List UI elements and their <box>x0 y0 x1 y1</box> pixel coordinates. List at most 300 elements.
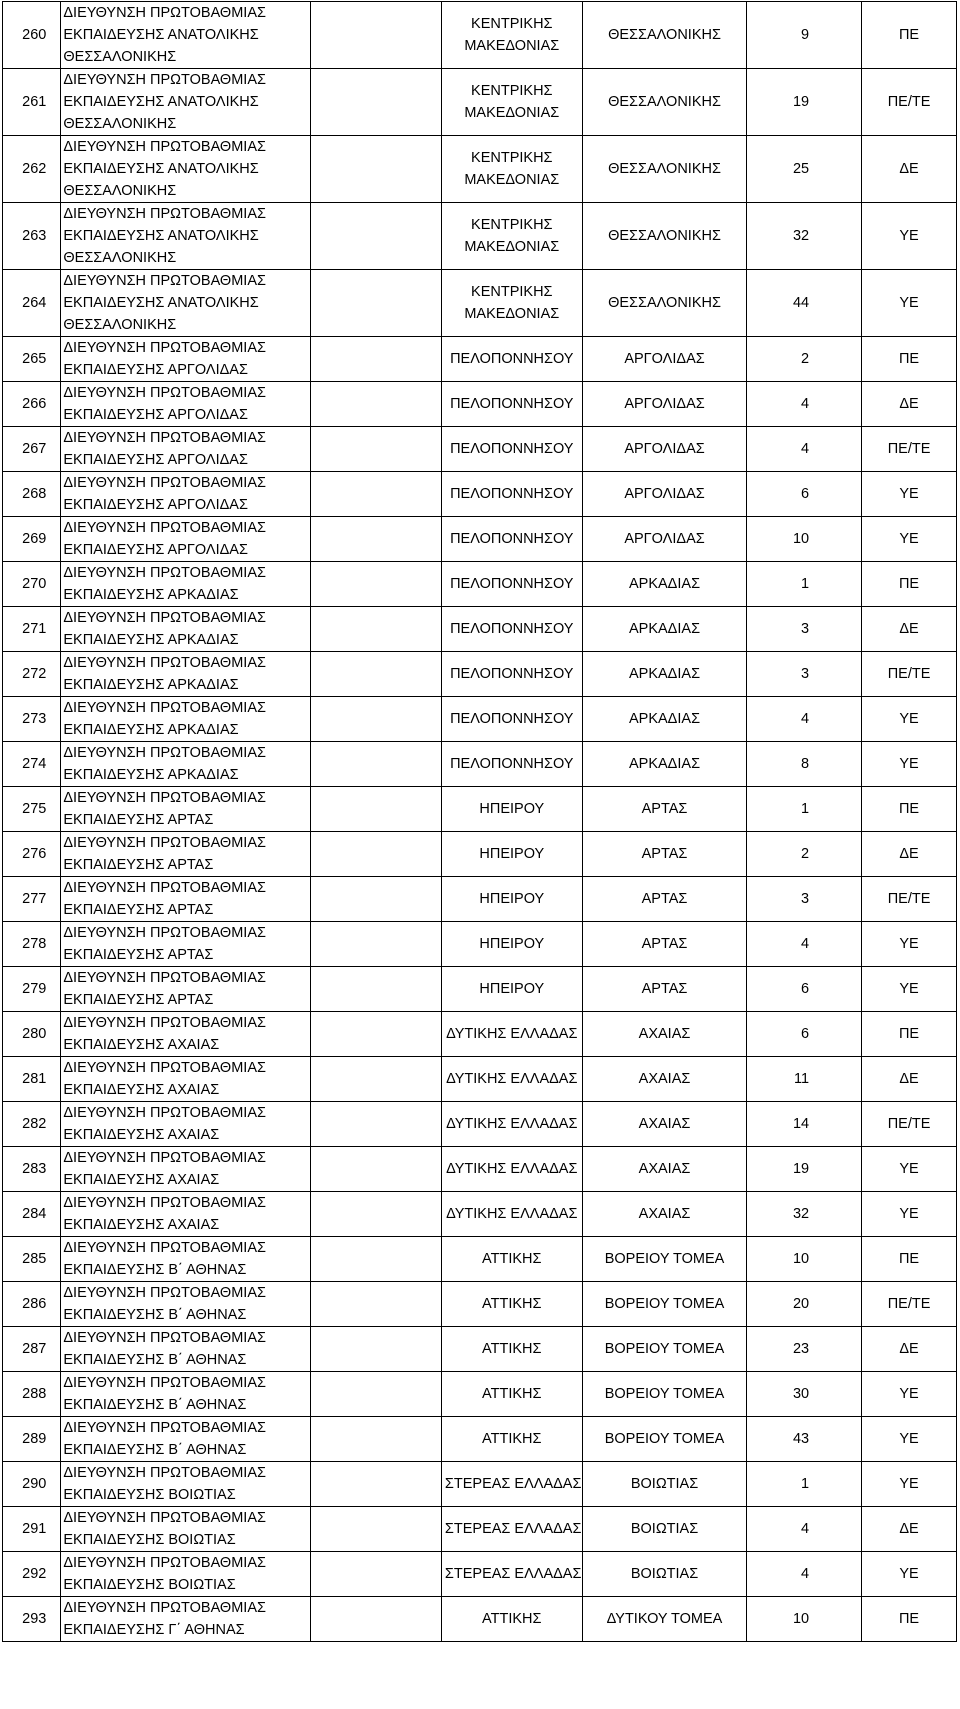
region-cell <box>441 203 582 270</box>
region-line: ΑΤΤΙΚΗΣ <box>482 1611 542 1627</box>
prefecture-cell: ΒΟΙΩΤΙΑΣ <box>582 1462 747 1507</box>
region-line: ΜΑΚΕΔΟΝΙΑΣ <box>464 306 560 322</box>
empty-cell <box>310 1327 441 1372</box>
directorate-cell <box>61 2 310 69</box>
region-line: ΜΑΚΕΔΟΝΙΑΣ <box>464 172 560 188</box>
category-cell: ΠΕ <box>862 1597 957 1642</box>
empty-cell <box>310 652 441 697</box>
empty-cell <box>310 517 441 562</box>
row-number: 269 <box>3 517 61 562</box>
directorate-line: ΔΙΕΥΘΥΝΣΗ ΠΡΩΤΟΒΑΘΜΙΑΣ <box>63 1375 266 1391</box>
directorate-line: ΕΚΠΑΙΔΕΥΣΗΣ ΒΟΙΩΤΙΑΣ <box>63 1487 236 1503</box>
region-cell <box>441 517 582 562</box>
row-number: 287 <box>3 1327 61 1372</box>
region-cell <box>441 1372 582 1417</box>
prefecture-cell: ΑΡΓΟΛΙΔΑΣ <box>582 382 747 427</box>
region-line: ΠΕΛΟΠΟΝΝΗΣΟΥ <box>450 576 574 592</box>
table-row <box>3 69 957 136</box>
table-row <box>3 136 957 203</box>
directorate-cell <box>61 562 310 607</box>
count-cell: 4 <box>747 427 862 472</box>
category-cell: ΠΕ <box>862 337 957 382</box>
prefecture-cell: ΑΡΚΑΔΙΑΣ <box>582 742 747 787</box>
directorate-cell <box>61 1507 310 1552</box>
empty-cell <box>310 337 441 382</box>
row-number: 262 <box>3 136 61 203</box>
region-line: ΑΤΤΙΚΗΣ <box>482 1431 542 1447</box>
category-cell: ΔΕ <box>862 136 957 203</box>
category-cell: ΠΕ <box>862 1237 957 1282</box>
positions-table <box>2 1 957 1642</box>
directorate-line: ΔΙΕΥΘΥΝΣΗ ΠΡΩΤΟΒΑΘΜΙΑΣ <box>63 970 266 986</box>
directorate-line: ΕΚΠΑΙΔΕΥΣΗΣ ΑΝΑΤΟΛΙΚΗΣ <box>63 161 259 177</box>
directorate-line: ΕΚΠΑΙΔΕΥΣΗΣ ΑΧΑΙΑΣ <box>63 1127 220 1143</box>
count-cell: 2 <box>747 337 862 382</box>
region-cell <box>441 922 582 967</box>
region-line: ΔΥΤΙΚΗΣ ΕΛΛΑΔΑΣ <box>446 1116 578 1132</box>
directorate-cell <box>61 877 310 922</box>
count-cell: 19 <box>747 69 862 136</box>
directorate-line: ΕΚΠΑΙΔΕΥΣΗΣ ΑΡΤΑΣ <box>63 947 214 963</box>
region-line: ΠΕΛΟΠΟΝΝΗΣΟΥ <box>450 531 574 547</box>
count-cell: 11 <box>747 1057 862 1102</box>
region-cell <box>441 742 582 787</box>
region-cell <box>441 652 582 697</box>
table-row <box>3 2 957 69</box>
region-line: ΜΑΚΕΔΟΝΙΑΣ <box>464 38 560 54</box>
count-cell: 4 <box>747 1507 862 1552</box>
table-row <box>3 562 957 607</box>
directorate-cell <box>61 1417 310 1462</box>
table-row <box>3 832 957 877</box>
directorate-line: ΘΕΣΣΑΛΟΝΙΚΗΣ <box>63 116 177 132</box>
directorate-line: ΕΚΠΑΙΔΕΥΣΗΣ ΑΧΑΙΑΣ <box>63 1082 220 1098</box>
directorate-line: ΔΙΕΥΘΥΝΣΗ ΠΡΩΤΟΒΑΘΜΙΑΣ <box>63 1510 266 1526</box>
directorate-cell <box>61 1552 310 1597</box>
region-cell <box>441 1507 582 1552</box>
region-line: ΠΕΛΟΠΟΝΝΗΣΟΥ <box>450 441 574 457</box>
category-cell: ΥΕ <box>862 1552 957 1597</box>
empty-cell <box>310 1282 441 1327</box>
directorate-line: ΕΚΠΑΙΔΕΥΣΗΣ ΑΡΚΑΔΙΑΣ <box>63 722 239 738</box>
table-row <box>3 922 957 967</box>
category-cell: ΥΕ <box>862 203 957 270</box>
count-cell: 23 <box>747 1327 862 1372</box>
directorate-cell <box>61 1327 310 1372</box>
row-number: 268 <box>3 472 61 517</box>
directorate-line: ΔΙΕΥΘΥΝΣΗ ΠΡΩΤΟΒΑΘΜΙΑΣ <box>63 1105 266 1121</box>
category-cell: ΠΕ <box>862 562 957 607</box>
directorate-line: ΔΙΕΥΘΥΝΣΗ ΠΡΩΤΟΒΑΘΜΙΑΣ <box>63 880 266 896</box>
row-number: 280 <box>3 1012 61 1057</box>
empty-cell <box>310 832 441 877</box>
count-cell: 6 <box>747 472 862 517</box>
table-row <box>3 1237 957 1282</box>
category-cell: ΔΕ <box>862 1507 957 1552</box>
count-cell: 14 <box>747 1102 862 1147</box>
directorate-line: ΔΙΕΥΘΥΝΣΗ ΠΡΩΤΟΒΑΘΜΙΑΣ <box>63 5 266 21</box>
prefecture-cell: ΑΡΓΟΛΙΔΑΣ <box>582 337 747 382</box>
count-cell: 1 <box>747 562 862 607</box>
prefecture-cell: ΑΧΑΙΑΣ <box>582 1147 747 1192</box>
region-line: ΗΠΕΙΡΟΥ <box>479 981 545 997</box>
region-cell <box>441 136 582 203</box>
table-row <box>3 607 957 652</box>
region-cell <box>441 1282 582 1327</box>
region-line: ΚΕΝΤΡΙΚΗΣ <box>471 16 553 32</box>
count-cell: 19 <box>747 1147 862 1192</box>
row-number: 281 <box>3 1057 61 1102</box>
directorate-cell <box>61 1012 310 1057</box>
prefecture-cell: ΑΡΓΟΛΙΔΑΣ <box>582 472 747 517</box>
directorate-line: ΕΚΠΑΙΔΕΥΣΗΣ ΑΝΑΤΟΛΙΚΗΣ <box>63 94 259 110</box>
category-cell: ΔΕ <box>862 832 957 877</box>
directorate-line: ΔΙΕΥΘΥΝΣΗ ΠΡΩΤΟΒΑΘΜΙΑΣ <box>63 1060 266 1076</box>
row-number: 277 <box>3 877 61 922</box>
region-cell <box>441 832 582 877</box>
count-cell: 10 <box>747 1237 862 1282</box>
count-cell: 9 <box>747 2 862 69</box>
count-cell: 6 <box>747 1012 862 1057</box>
directorate-cell <box>61 1597 310 1642</box>
directorate-line: ΕΚΠΑΙΔΕΥΣΗΣ Γ΄ ΑΘΗΝΑΣ <box>63 1622 245 1638</box>
directorate-line: ΕΚΠΑΙΔΕΥΣΗΣ ΑΡΚΑΔΙΑΣ <box>63 767 239 783</box>
prefecture-cell: ΑΡΚΑΔΙΑΣ <box>582 607 747 652</box>
directorate-line: ΔΙΕΥΘΥΝΣΗ ΠΡΩΤΟΒΑΘΜΙΑΣ <box>63 520 266 536</box>
region-line: ΗΠΕΙΡΟΥ <box>479 846 545 862</box>
directorate-cell <box>61 337 310 382</box>
directorate-cell <box>61 517 310 562</box>
region-line: ΑΤΤΙΚΗΣ <box>482 1251 542 1267</box>
directorate-line: ΔΙΕΥΘΥΝΣΗ ΠΡΩΤΟΒΑΘΜΙΑΣ <box>63 1195 266 1211</box>
prefecture-cell: ΑΧΑΙΑΣ <box>582 1057 747 1102</box>
category-cell: ΔΕ <box>862 1057 957 1102</box>
table-row <box>3 1147 957 1192</box>
count-cell: 20 <box>747 1282 862 1327</box>
region-cell <box>441 1237 582 1282</box>
directorate-line: ΔΙΕΥΘΥΝΣΗ ΠΡΩΤΟΒΑΘΜΙΑΣ <box>63 340 266 356</box>
prefecture-cell: ΒΟΡΕΙΟΥ ΤΟΜΕΑ <box>582 1282 747 1327</box>
count-cell: 4 <box>747 922 862 967</box>
row-number: 265 <box>3 337 61 382</box>
prefecture-cell: ΑΧΑΙΑΣ <box>582 1102 747 1147</box>
prefecture-cell: ΒΟΡΕΙΟΥ ΤΟΜΕΑ <box>582 1237 747 1282</box>
prefecture-cell: ΑΧΑΙΑΣ <box>582 1192 747 1237</box>
row-number: 292 <box>3 1552 61 1597</box>
empty-cell <box>310 1372 441 1417</box>
region-cell <box>441 1597 582 1642</box>
directorate-line: ΕΚΠΑΙΔΕΥΣΗΣ ΑΡΓΟΛΙΔΑΣ <box>63 497 248 513</box>
empty-cell <box>310 607 441 652</box>
prefecture-cell: ΔΥΤΙΚΟΥ ΤΟΜΕΑ <box>582 1597 747 1642</box>
directorate-cell <box>61 1102 310 1147</box>
row-number: 284 <box>3 1192 61 1237</box>
prefecture-cell: ΑΡΤΑΣ <box>582 922 747 967</box>
directorate-line: ΕΚΠΑΙΔΕΥΣΗΣ ΑΡΚΑΔΙΑΣ <box>63 632 239 648</box>
region-cell <box>441 787 582 832</box>
directorate-cell <box>61 203 310 270</box>
empty-cell <box>310 69 441 136</box>
count-cell: 10 <box>747 517 862 562</box>
region-line: ΣΤΕΡΕΑΣ ΕΛΛΑΔΑΣ <box>444 1476 582 1492</box>
directorate-cell <box>61 787 310 832</box>
category-cell: ΠΕ <box>862 1012 957 1057</box>
count-cell: 44 <box>747 270 862 337</box>
region-line: ΗΠΕΙΡΟΥ <box>479 936 545 952</box>
region-line: ΚΕΝΤΡΙΚΗΣ <box>471 284 553 300</box>
table-row <box>3 382 957 427</box>
region-cell <box>441 69 582 136</box>
category-cell: ΠΕ/ΤΕ <box>862 652 957 697</box>
prefecture-cell: ΘΕΣΣΑΛΟΝΙΚΗΣ <box>582 69 747 136</box>
directorate-line: ΔΙΕΥΘΥΝΣΗ ΠΡΩΤΟΒΑΘΜΙΑΣ <box>63 565 266 581</box>
row-number: 289 <box>3 1417 61 1462</box>
category-cell: ΥΕ <box>862 697 957 742</box>
directorate-line: ΔΙΕΥΘΥΝΣΗ ΠΡΩΤΟΒΑΘΜΙΑΣ <box>63 1465 266 1481</box>
directorate-cell <box>61 922 310 967</box>
directorate-line: ΕΚΠΑΙΔΕΥΣΗΣ ΑΝΑΤΟΛΙΚΗΣ <box>63 295 259 311</box>
category-cell: ΠΕ/ΤΕ <box>862 1282 957 1327</box>
prefecture-cell: ΑΡΤΑΣ <box>582 787 747 832</box>
directorate-line: ΔΙΕΥΘΥΝΣΗ ΠΡΩΤΟΒΑΘΜΙΑΣ <box>63 1600 266 1616</box>
directorate-line: ΔΙΕΥΘΥΝΣΗ ΠΡΩΤΟΒΑΘΜΙΑΣ <box>63 925 266 941</box>
directorate-line: ΕΚΠΑΙΔΕΥΣΗΣ ΑΡΤΑΣ <box>63 857 214 873</box>
count-cell: 6 <box>747 967 862 1012</box>
table-row <box>3 337 957 382</box>
empty-cell <box>310 1012 441 1057</box>
region-line: ΠΕΛΟΠΟΝΝΗΣΟΥ <box>450 711 574 727</box>
region-line: ΠΕΛΟΠΟΝΝΗΣΟΥ <box>450 486 574 502</box>
region-line: ΚΕΝΤΡΙΚΗΣ <box>471 83 553 99</box>
prefecture-cell: ΑΡΤΑΣ <box>582 877 747 922</box>
directorate-cell <box>61 1057 310 1102</box>
directorate-line: ΔΙΕΥΘΥΝΣΗ ΠΡΩΤΟΒΑΘΜΙΑΣ <box>63 700 266 716</box>
region-line: ΠΕΛΟΠΟΝΝΗΣΟΥ <box>450 396 574 412</box>
directorate-line: ΕΚΠΑΙΔΕΥΣΗΣ ΑΡΚΑΔΙΑΣ <box>63 587 239 603</box>
region-line: ΗΠΕΙΡΟΥ <box>479 801 545 817</box>
directorate-line: ΕΚΠΑΙΔΕΥΣΗΣ Β΄ ΑΘΗΝΑΣ <box>63 1397 247 1413</box>
directorate-cell <box>61 697 310 742</box>
row-number: 272 <box>3 652 61 697</box>
directorate-line: ΕΚΠΑΙΔΕΥΣΗΣ ΑΡΓΟΛΙΔΑΣ <box>63 452 248 468</box>
region-cell <box>441 1192 582 1237</box>
empty-cell <box>310 136 441 203</box>
category-cell: ΠΕ/ΤΕ <box>862 877 957 922</box>
directorate-line: ΕΚΠΑΙΔΕΥΣΗΣ ΑΡΓΟΛΙΔΑΣ <box>63 407 248 423</box>
category-cell: ΥΕ <box>862 1372 957 1417</box>
row-number: 274 <box>3 742 61 787</box>
table-row <box>3 1552 957 1597</box>
region-line: ΑΤΤΙΚΗΣ <box>482 1296 542 1312</box>
empty-cell <box>310 562 441 607</box>
region-cell <box>441 382 582 427</box>
count-cell: 43 <box>747 1417 862 1462</box>
category-cell: ΥΕ <box>862 517 957 562</box>
directorate-line: ΕΚΠΑΙΔΕΥΣΗΣ ΒΟΙΩΤΙΑΣ <box>63 1577 236 1593</box>
count-cell: 2 <box>747 832 862 877</box>
prefecture-cell: ΑΡΓΟΛΙΔΑΣ <box>582 427 747 472</box>
directorate-line: ΕΚΠΑΙΔΕΥΣΗΣ Β΄ ΑΘΗΝΑΣ <box>63 1352 247 1368</box>
prefecture-cell: ΑΧΑΙΑΣ <box>582 1012 747 1057</box>
directorate-cell <box>61 472 310 517</box>
table-row <box>3 1372 957 1417</box>
region-cell <box>441 1012 582 1057</box>
table-row <box>3 270 957 337</box>
directorate-cell <box>61 832 310 877</box>
empty-cell <box>310 1237 441 1282</box>
region-line: ΑΤΤΙΚΗΣ <box>482 1341 542 1357</box>
empty-cell <box>310 382 441 427</box>
count-cell: 32 <box>747 203 862 270</box>
category-cell: ΔΕ <box>862 382 957 427</box>
row-number: 273 <box>3 697 61 742</box>
empty-cell <box>310 877 441 922</box>
prefecture-cell: ΑΡΚΑΔΙΑΣ <box>582 652 747 697</box>
prefecture-cell: ΒΟΙΩΤΙΑΣ <box>582 1507 747 1552</box>
count-cell: 32 <box>747 1192 862 1237</box>
row-number: 266 <box>3 382 61 427</box>
empty-cell <box>310 427 441 472</box>
directorate-line: ΘΕΣΣΑΛΟΝΙΚΗΣ <box>63 183 177 199</box>
count-cell: 1 <box>747 1462 862 1507</box>
table-row <box>3 1192 957 1237</box>
region-cell <box>441 1462 582 1507</box>
empty-cell <box>310 967 441 1012</box>
category-cell: ΥΕ <box>862 472 957 517</box>
category-cell: ΥΕ <box>862 1417 957 1462</box>
category-cell: ΠΕ/ΤΕ <box>862 69 957 136</box>
prefecture-cell: ΑΡΚΑΔΙΑΣ <box>582 562 747 607</box>
directorate-cell <box>61 1282 310 1327</box>
directorate-line: ΕΚΠΑΙΔΕΥΣΗΣ ΑΡΤΑΣ <box>63 902 214 918</box>
prefecture-cell: ΘΕΣΣΑΛΟΝΙΚΗΣ <box>582 203 747 270</box>
prefecture-cell: ΑΡΤΑΣ <box>582 832 747 877</box>
region-cell <box>441 2 582 69</box>
table-row <box>3 1462 957 1507</box>
empty-cell <box>310 922 441 967</box>
count-cell: 4 <box>747 1552 862 1597</box>
prefecture-cell: ΒΟΡΕΙΟΥ ΤΟΜΕΑ <box>582 1327 747 1372</box>
region-line: ΜΑΚΕΔΟΝΙΑΣ <box>464 105 560 121</box>
region-line: ΚΕΝΤΡΙΚΗΣ <box>471 150 553 166</box>
region-line: ΔΥΤΙΚΗΣ ΕΛΛΑΔΑΣ <box>446 1161 578 1177</box>
count-cell: 3 <box>747 877 862 922</box>
row-number: 267 <box>3 427 61 472</box>
directorate-line: ΕΚΠΑΙΔΕΥΣΗΣ ΑΧΑΙΑΣ <box>63 1172 220 1188</box>
directorate-cell <box>61 270 310 337</box>
row-number: 270 <box>3 562 61 607</box>
row-number: 278 <box>3 922 61 967</box>
category-cell: ΠΕ <box>862 2 957 69</box>
category-cell: ΥΕ <box>862 1192 957 1237</box>
directorate-cell <box>61 69 310 136</box>
table-row <box>3 877 957 922</box>
row-number: 261 <box>3 69 61 136</box>
empty-cell <box>310 1102 441 1147</box>
directorate-line: ΕΚΠΑΙΔΕΥΣΗΣ ΑΡΚΑΔΙΑΣ <box>63 677 239 693</box>
directorate-line: ΔΙΕΥΘΥΝΣΗ ΠΡΩΤΟΒΑΘΜΙΑΣ <box>63 835 266 851</box>
empty-cell <box>310 203 441 270</box>
region-cell <box>441 607 582 652</box>
category-cell: ΥΕ <box>862 967 957 1012</box>
region-cell <box>441 427 582 472</box>
directorate-line: ΔΙΕΥΘΥΝΣΗ ΠΡΩΤΟΒΑΘΜΙΑΣ <box>63 1330 266 1346</box>
empty-cell <box>310 1147 441 1192</box>
region-line: ΣΤΕΡΕΑΣ ΕΛΛΑΔΑΣ <box>444 1521 582 1537</box>
region-cell <box>441 697 582 742</box>
row-number: 271 <box>3 607 61 652</box>
empty-cell <box>310 472 441 517</box>
table-row <box>3 427 957 472</box>
directorate-cell <box>61 136 310 203</box>
region-line: ΚΕΝΤΡΙΚΗΣ <box>471 217 553 233</box>
category-cell: ΠΕ/ΤΕ <box>862 427 957 472</box>
row-number: 276 <box>3 832 61 877</box>
directorate-cell <box>61 1372 310 1417</box>
directorate-line: ΔΙΕΥΘΥΝΣΗ ΠΡΩΤΟΒΑΘΜΙΑΣ <box>63 206 266 222</box>
directorate-line: ΕΚΠΑΙΔΕΥΣΗΣ ΑΧΑΙΑΣ <box>63 1037 220 1053</box>
directorate-line: ΕΚΠΑΙΔΕΥΣΗΣ Β΄ ΑΘΗΝΑΣ <box>63 1442 247 1458</box>
prefecture-cell: ΘΕΣΣΑΛΟΝΙΚΗΣ <box>582 136 747 203</box>
directorate-line: ΔΙΕΥΘΥΝΣΗ ΠΡΩΤΟΒΑΘΜΙΑΣ <box>63 139 266 155</box>
count-cell: 30 <box>747 1372 862 1417</box>
row-number: 283 <box>3 1147 61 1192</box>
row-number: 260 <box>3 2 61 69</box>
directorate-line: ΔΙΕΥΘΥΝΣΗ ΠΡΩΤΟΒΑΘΜΙΑΣ <box>63 385 266 401</box>
prefecture-cell: ΒΟΙΩΤΙΑΣ <box>582 1552 747 1597</box>
directorate-line: ΔΙΕΥΘΥΝΣΗ ΠΡΩΤΟΒΑΘΜΙΑΣ <box>63 655 266 671</box>
prefecture-cell: ΑΡΚΑΔΙΑΣ <box>582 697 747 742</box>
row-number: 288 <box>3 1372 61 1417</box>
directorate-cell <box>61 1147 310 1192</box>
directorate-cell <box>61 652 310 697</box>
region-line: ΣΤΕΡΕΑΣ ΕΛΛΑΔΑΣ <box>444 1566 582 1582</box>
row-number: 279 <box>3 967 61 1012</box>
directorate-line: ΕΚΠΑΙΔΕΥΣΗΣ Β΄ ΑΘΗΝΑΣ <box>63 1262 247 1278</box>
row-number: 291 <box>3 1507 61 1552</box>
region-cell <box>441 1417 582 1462</box>
directorate-line: ΔΙΕΥΘΥΝΣΗ ΠΡΩΤΟΒΑΘΜΙΑΣ <box>63 790 266 806</box>
directorate-line: ΔΙΕΥΘΥΝΣΗ ΠΡΩΤΟΒΑΘΜΙΑΣ <box>63 72 266 88</box>
empty-cell <box>310 742 441 787</box>
table-row <box>3 203 957 270</box>
row-number: 264 <box>3 270 61 337</box>
region-line: ΜΑΚΕΔΟΝΙΑΣ <box>464 239 560 255</box>
directorate-line: ΔΙΕΥΘΥΝΣΗ ΠΡΩΤΟΒΑΘΜΙΑΣ <box>63 1015 266 1031</box>
category-cell: ΥΕ <box>862 1462 957 1507</box>
region-cell <box>441 1552 582 1597</box>
empty-cell <box>310 270 441 337</box>
directorate-line: ΔΙΕΥΘΥΝΣΗ ΠΡΩΤΟΒΑΘΜΙΑΣ <box>63 430 266 446</box>
region-line: ΠΕΛΟΠΟΝΝΗΣΟΥ <box>450 756 574 772</box>
region-line: ΠΕΛΟΠΟΝΝΗΣΟΥ <box>450 621 574 637</box>
table-row <box>3 1597 957 1642</box>
table-row <box>3 967 957 1012</box>
table-row <box>3 1012 957 1057</box>
directorate-cell <box>61 1237 310 1282</box>
directorate-line: ΘΕΣΣΑΛΟΝΙΚΗΣ <box>63 250 177 266</box>
region-cell <box>441 562 582 607</box>
region-cell <box>441 967 582 1012</box>
directorate-cell <box>61 1462 310 1507</box>
region-line: ΔΥΤΙΚΗΣ ΕΛΛΑΔΑΣ <box>446 1071 578 1087</box>
region-cell <box>441 472 582 517</box>
directorate-line: ΔΙΕΥΘΥΝΣΗ ΠΡΩΤΟΒΑΘΜΙΑΣ <box>63 1240 266 1256</box>
region-cell <box>441 337 582 382</box>
table-row <box>3 517 957 562</box>
table-row <box>3 787 957 832</box>
region-line: ΠΕΛΟΠΟΝΝΗΣΟΥ <box>450 351 574 367</box>
